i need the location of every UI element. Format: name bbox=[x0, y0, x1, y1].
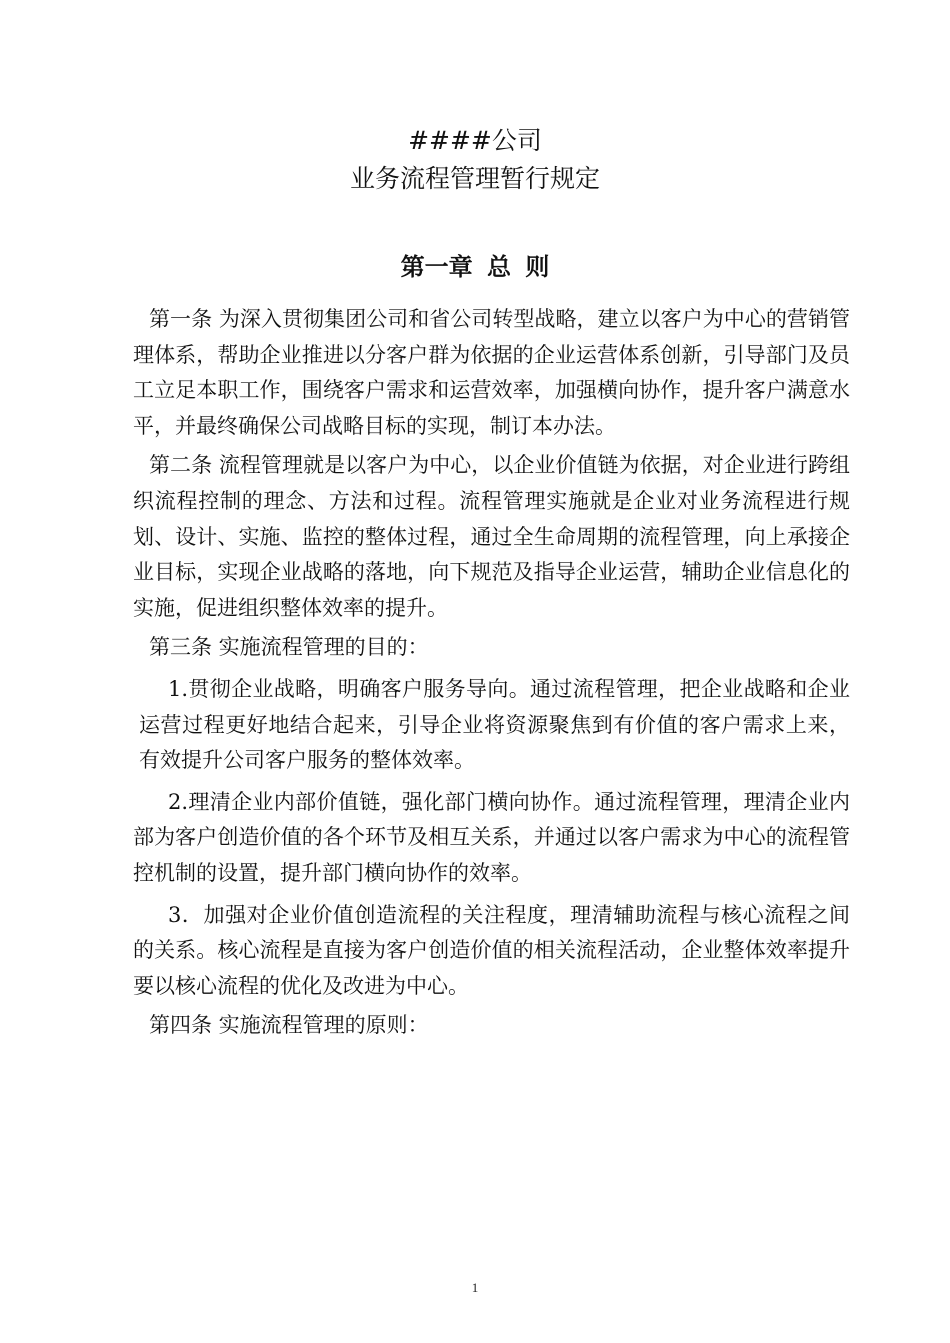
article-4: 第四条 实施流程管理的原则： bbox=[149, 1013, 429, 1038]
article-3-item-3: 3．加强对企业价值创造流程的关注程度，理清辅助流程与核心流程之间的关系。核心流程是直接为客户创造价值的相关流程活动，企业整体效率提升要以核心流程的优化及改进为中心。 bbox=[133, 902, 850, 998]
article-3: 第三条 实施流程管理的目的： bbox=[149, 635, 429, 660]
document-body bbox=[133, 302, 850, 1044]
regulation-title: 业务流程管理暂行规定 bbox=[349, 164, 600, 193]
page-number: 1 bbox=[471, 1280, 479, 1295]
article-3-item-2: 2.理清企业内部价值链，强化部门横向协作。通过流程管理，理清企业内部为客户创造价值的各个环节及相互关系，并通过以客户需求为中心的流程管控机制的设置，提升部门横向协作的效率。 bbox=[133, 789, 850, 885]
article-3-item-1: 1.贯彻企业战略，明确客户服务导向。通过流程管理，把企业战略和企业运营过程更好地结合起来，引导企业将资源聚焦到有价值的客户需求上来，有效提升公司客户服务的整体效率。 bbox=[139, 676, 850, 773]
article-2: 第二条 流程管理就是以客户为中心，以企业价值链为依据，对企业进行跨组织流程控制的理念、方法和过程。流程管理实施就是企业对业务流程进行规划、设计、实施、监控的整体过程，通过全生命周期的流程管理，向上承接企业目标，实现企业战略的落地，向下规范及指导企业运营，辅助企业信息化的实施，促进组织整体效率的提升。 bbox=[133, 453, 850, 620]
article-1: 第一条 为深入贯彻集团公司和省公司转型战略，建立以客户为中心的营销管理体系，帮助企业推进以分客户群为依据的企业运营体系创新，引导部门及员工立足本职工作，围绕客户需求和运营效率，加强横向协作，提升客户满意水平，并最终确保公司战略目标的实现，制订本办法。 bbox=[133, 307, 850, 438]
chapter-heading: 第一章 总 则 bbox=[400, 253, 550, 281]
company-name: ####公司 bbox=[408, 126, 542, 155]
document-title bbox=[0, 122, 950, 198]
